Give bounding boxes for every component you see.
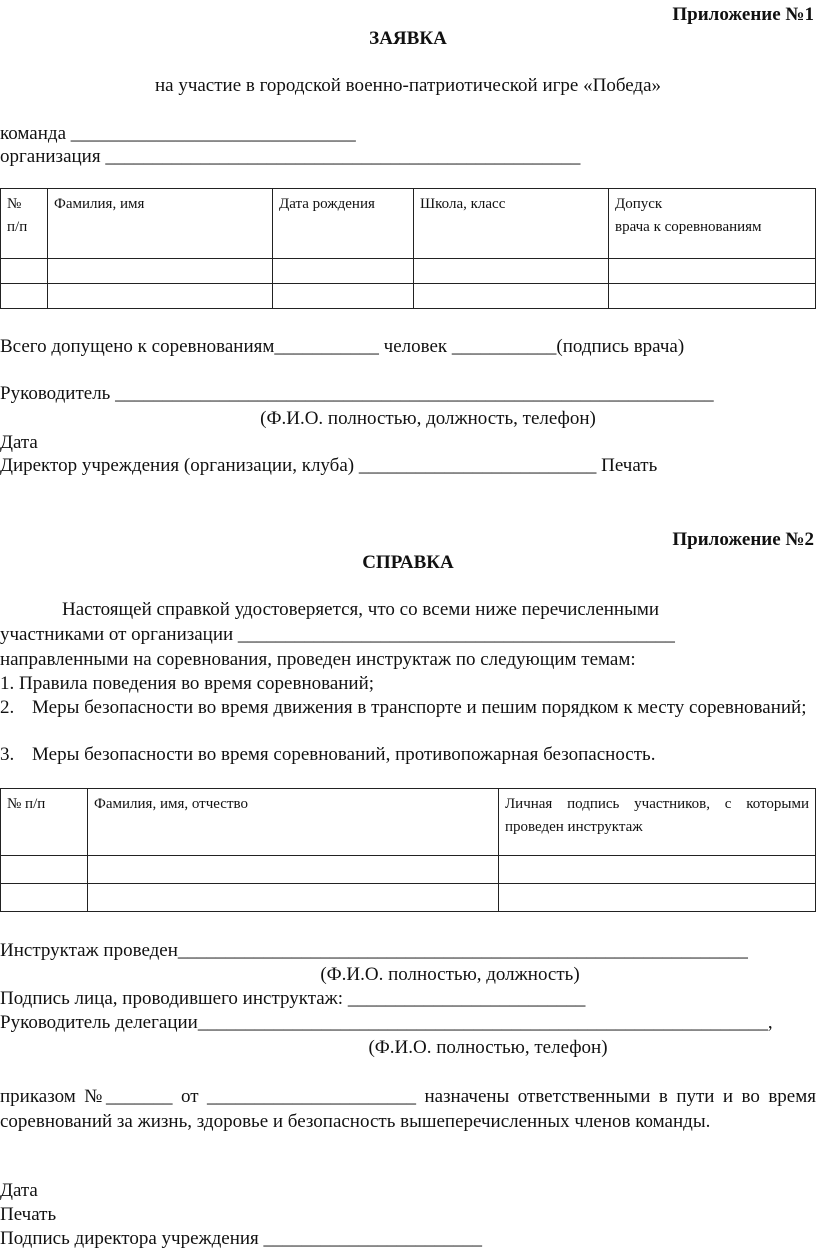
intro-line-3: направленными на соревнования, проведен инструктаж по следующим темам: <box>0 649 636 670</box>
header-signature-text: Личная подпись участников, с которыми проведен инструктаж <box>505 796 809 836</box>
header-birthdate: Дата рождения <box>273 189 414 259</box>
header-approval-line: врача к соревнованиям <box>615 219 762 236</box>
total-admitted-line[interactable]: Всего допущено к соревнованиям___________ человек ___________(подпись врача) <box>0 336 685 357</box>
date-label-2: Дата <box>0 1180 38 1201</box>
table-cell[interactable] <box>499 884 816 912</box>
organization-field[interactable]: организация __________________________________________________ <box>0 146 581 167</box>
header-school: Школа, класс <box>414 189 609 259</box>
table-row <box>1 284 816 309</box>
topic-item-1: 1. Правила поведения во время соревнований; <box>0 673 375 694</box>
table-cell[interactable] <box>609 284 816 309</box>
director-signature-field[interactable]: Подпись директора учреждения _______________________ <box>0 1228 483 1249</box>
instructor-signature-field[interactable]: Подпись лица, проводившего инструктаж: _________________________ <box>0 988 586 1009</box>
topic-item-2-number: 2. <box>0 697 15 718</box>
table-cell[interactable] <box>1 884 88 912</box>
header-number: № п/п <box>1 789 88 856</box>
team-field[interactable]: команда ______________________________ <box>0 123 356 144</box>
header-approval-line: Допуск <box>615 196 663 212</box>
briefing-caption: (Ф.И.О. полностью, должность) <box>320 964 580 985</box>
briefing-table <box>0 788 816 912</box>
header-full-name: Фамилия, имя, отчество <box>88 789 499 856</box>
director-field[interactable]: Директор учреждения (организации, клуба) _________________________ Печать <box>0 455 658 476</box>
topic-item-3-number: 3. <box>0 744 15 765</box>
topic-item-2-text: Меры безопасности во время движения в транспорте и пешим порядком к месту соревнований; <box>32 697 807 718</box>
header-number-line: № <box>7 196 22 212</box>
application-subtitle: на участие в городской военно-патриотической игре «Победа» <box>154 75 662 96</box>
table-cell[interactable] <box>273 284 414 309</box>
header-doctor-approval <box>609 189 816 259</box>
table-cell[interactable] <box>499 856 816 884</box>
table-cell[interactable] <box>88 884 499 912</box>
date-label: Дата <box>0 432 38 453</box>
head-caption: (Ф.И.О. полностью, должность, телефон) <box>260 408 596 429</box>
stamp-label: Печать <box>0 1204 57 1225</box>
header-number-line: п/п <box>7 219 28 236</box>
table-row <box>1 884 816 912</box>
table-cell[interactable] <box>273 259 414 284</box>
header-number <box>1 189 48 259</box>
table-header-row <box>1 789 816 856</box>
head-field[interactable]: Руководитель _______________________________________________________________ <box>0 383 714 404</box>
table-cell[interactable] <box>88 856 499 884</box>
table-cell[interactable] <box>609 259 816 284</box>
table-cell[interactable] <box>414 259 609 284</box>
header-signature <box>499 789 816 856</box>
certificate-title: СПРАВКА <box>362 552 454 573</box>
order-paragraph: приказом №_______ от ______________________ назначены ответственными в пути и во время соревнований за жизнь, здоровье и безопасность вышеперечисленных членов команды. <box>0 1086 816 1132</box>
application-title: ЗАЯВКА <box>369 28 447 49</box>
header-name: Фамилия, имя <box>48 189 273 259</box>
table-cell[interactable] <box>1 284 48 309</box>
participants-table <box>0 188 816 309</box>
table-row <box>1 856 816 884</box>
table-cell[interactable] <box>48 284 273 309</box>
table-cell[interactable] <box>48 259 273 284</box>
intro-line-1: Настоящей справкой удостоверяется, что со всеми ниже перечисленными <box>62 599 660 620</box>
delegation-caption: (Ф.И.О. полностью, телефон) <box>368 1037 608 1058</box>
delegation-head-field[interactable]: Руководитель делегации____________________________________________________________, <box>0 1012 773 1033</box>
table-cell[interactable] <box>414 284 609 309</box>
topic-item-3-text: Меры безопасности во время соревнований, противопожарная безопасность. <box>32 744 656 765</box>
intro-organization-field[interactable]: участниками от организации ______________________________________________ <box>0 624 675 645</box>
table-cell[interactable] <box>1 259 48 284</box>
appendix-1-label: Приложение №1 <box>672 4 814 25</box>
table-cell[interactable] <box>1 856 88 884</box>
table-header-row <box>1 189 816 259</box>
appendix-2-label: Приложение №2 <box>672 529 814 550</box>
table-row <box>1 259 816 284</box>
briefing-conducted-field[interactable]: Инструктаж проведен____________________________________________________________ <box>0 940 748 961</box>
